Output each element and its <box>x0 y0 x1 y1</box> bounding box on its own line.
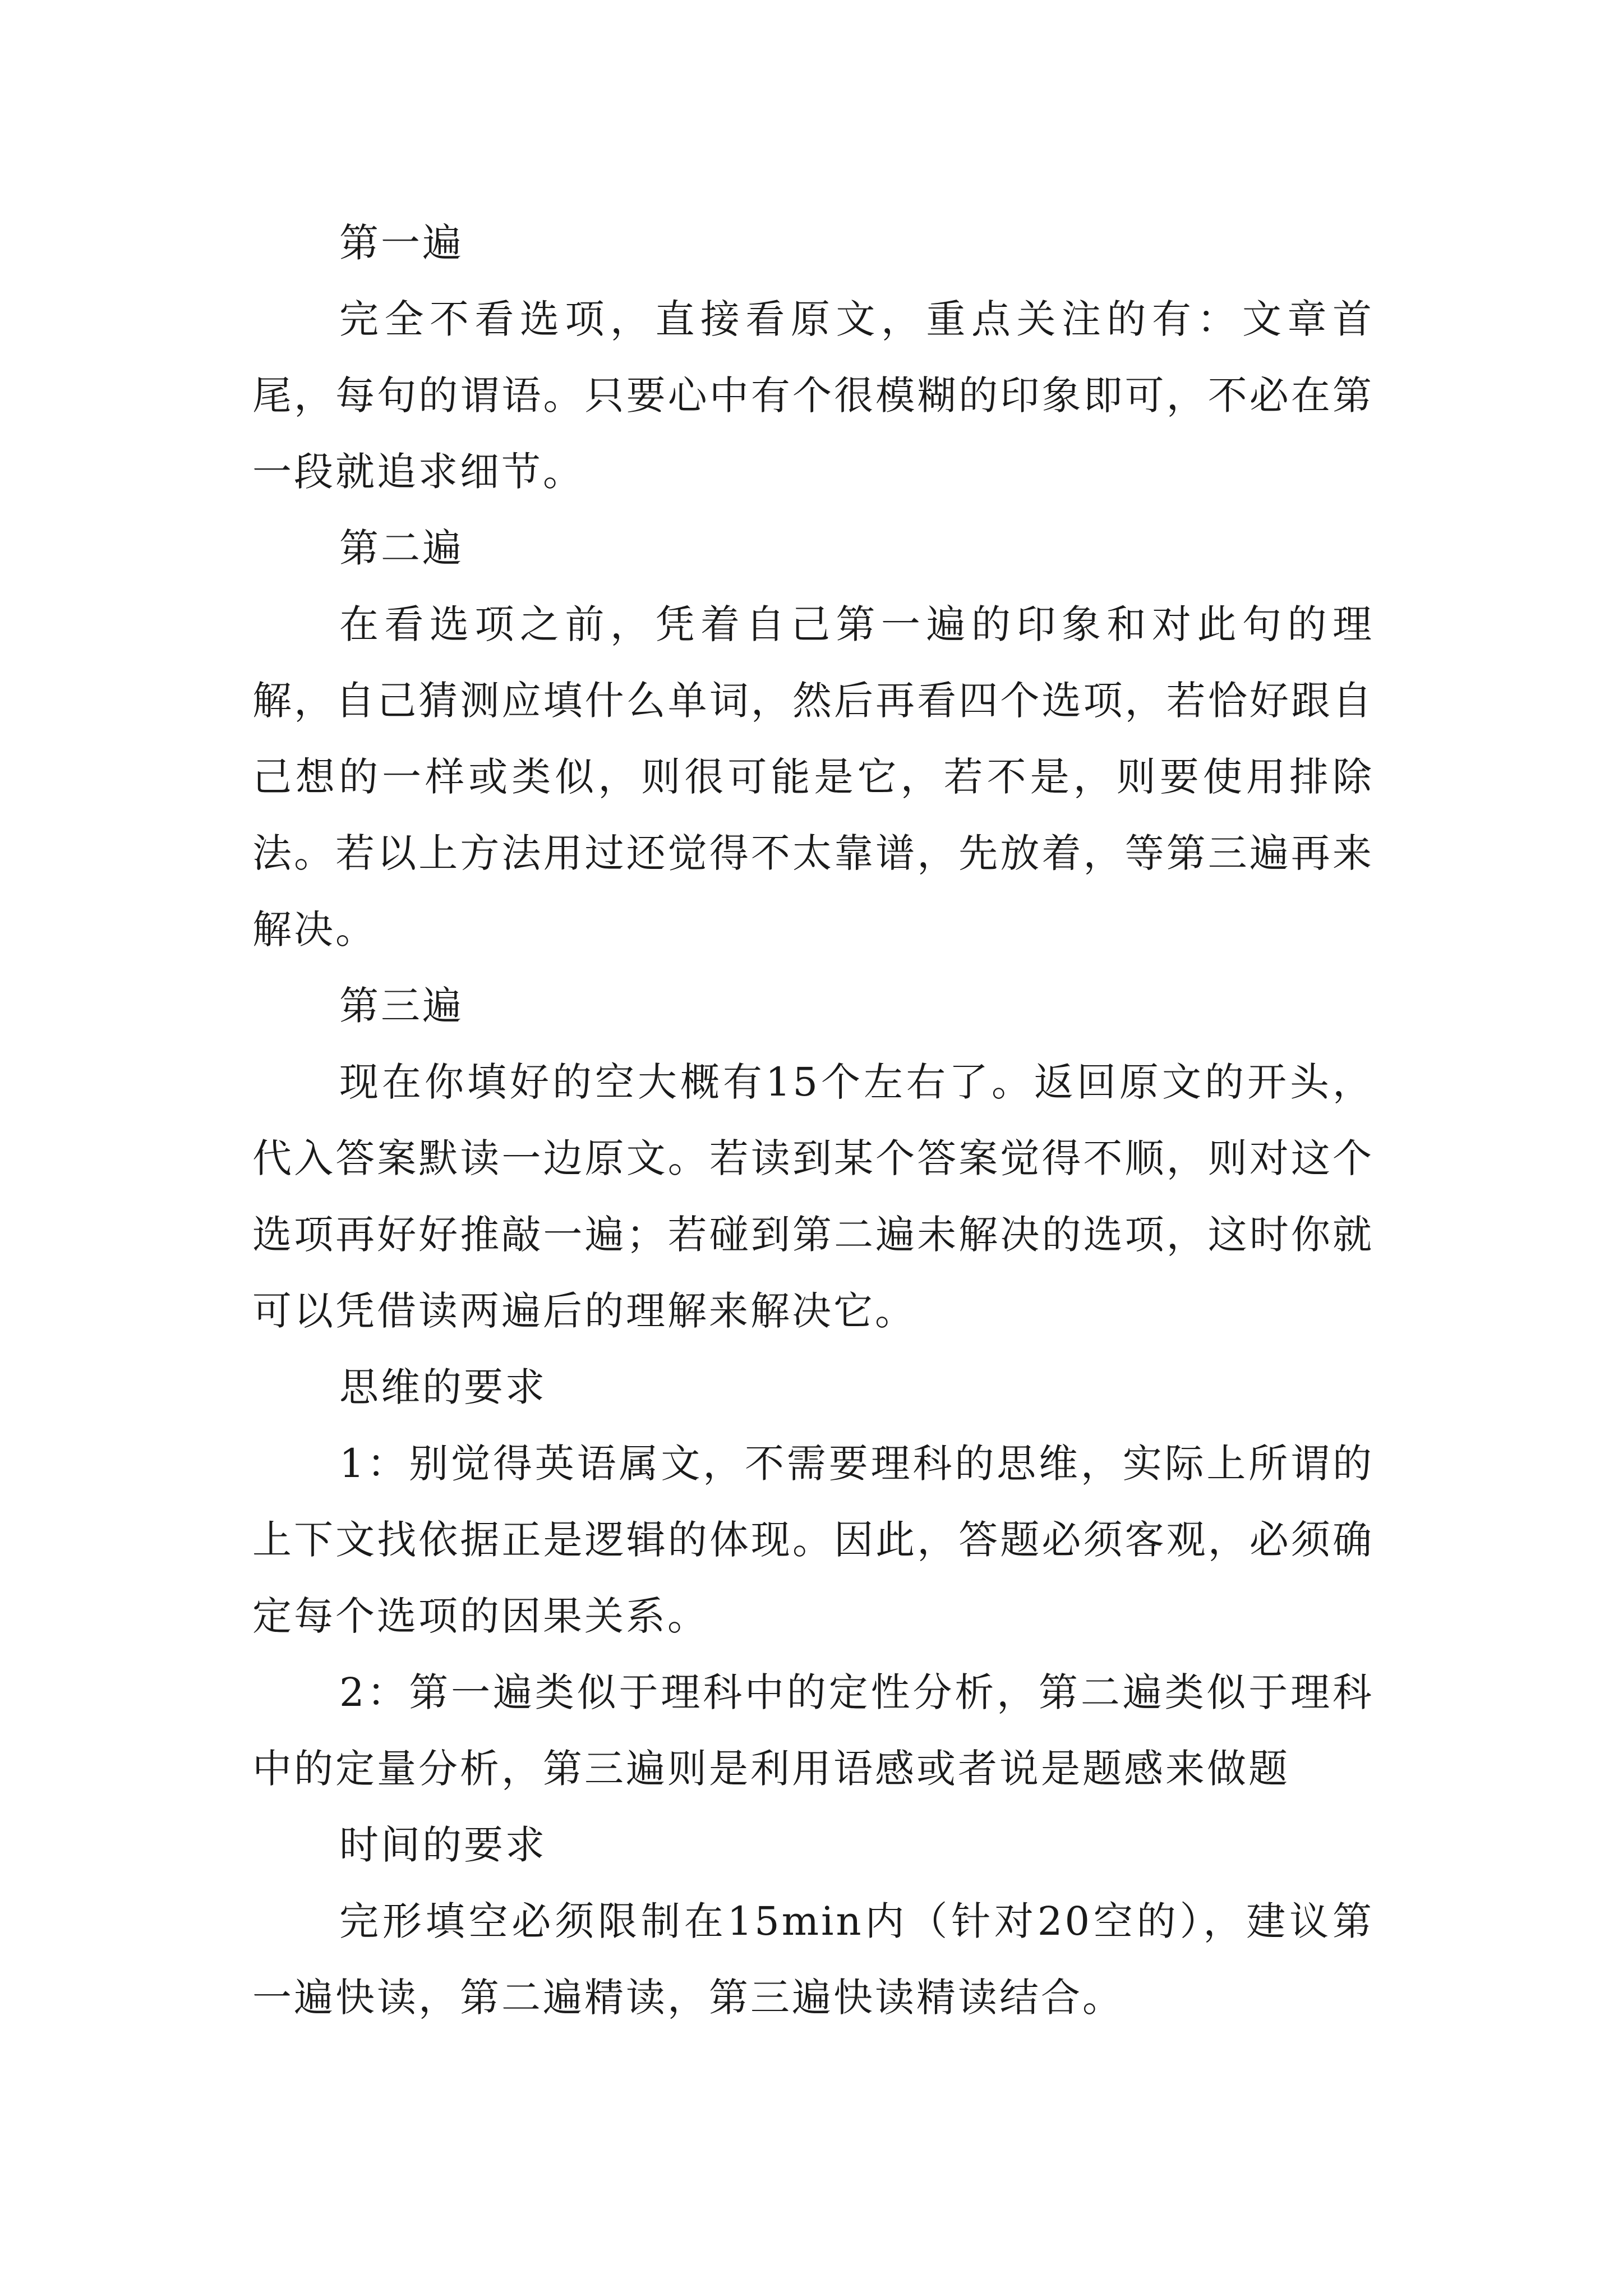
paragraph-thinking-point-1: 1：别觉得英语属文，不需要理科的思维，实际上所谓的上下文找依据正是逻辑的体现。因此，答题必须客观，必须确定每个选项的因果关系。 <box>252 1441 1374 1639</box>
paragraph-time-requirements: 完形填空必须限制在15min内（针对20空的），建议第一遍快读，第二遍精读，第三遍快读精读结合。 <box>252 1898 1374 2021</box>
paragraph-thinking-point-2: 2：第一遍类似于理科中的定性分析，第二遍类似于理科中的定量分析，第三遍则是利用语感或者说是题感来做题 <box>252 1669 1374 1792</box>
paragraph-first-pass: 完全不看选项，直接看原文，重点关注的有：文章首尾，每句的谓语。只要心中有个很模糊的印象即可，不必在第一段就追求细节。 <box>252 296 1374 495</box>
paragraph-third-pass: 现在你填好的空大概有15个左右了。返回原文的开头，代入答案默读一边原文。若读到某个答案觉得不顺，则对这个选项再好好推敲一遍；若碰到第二遍未解决的选项，这时你就可以凭借读两遍后的理解来解决它。 <box>252 1059 1374 1334</box>
heading-time-requirements: 时间的要求 <box>339 1822 547 1868</box>
document-body <box>252 205 1374 2036</box>
heading-first-pass: 第一遍 <box>339 220 464 266</box>
heading-thinking-requirements: 思维的要求 <box>339 1364 547 1410</box>
heading-second-pass: 第二遍 <box>339 525 464 571</box>
paragraph-second-pass: 在看选项之前，凭着自己第一遍的印象和对此句的理解，自己猜测应填什么单词，然后再看四个选项，若恰好跟自己想的一样或类似，则很可能是它，若不是，则要使用排除法。若以上方法用过还觉得不太靠谱，先放着，等第三遍再来解决。 <box>252 601 1374 953</box>
heading-third-pass: 第三遍 <box>339 983 464 1029</box>
